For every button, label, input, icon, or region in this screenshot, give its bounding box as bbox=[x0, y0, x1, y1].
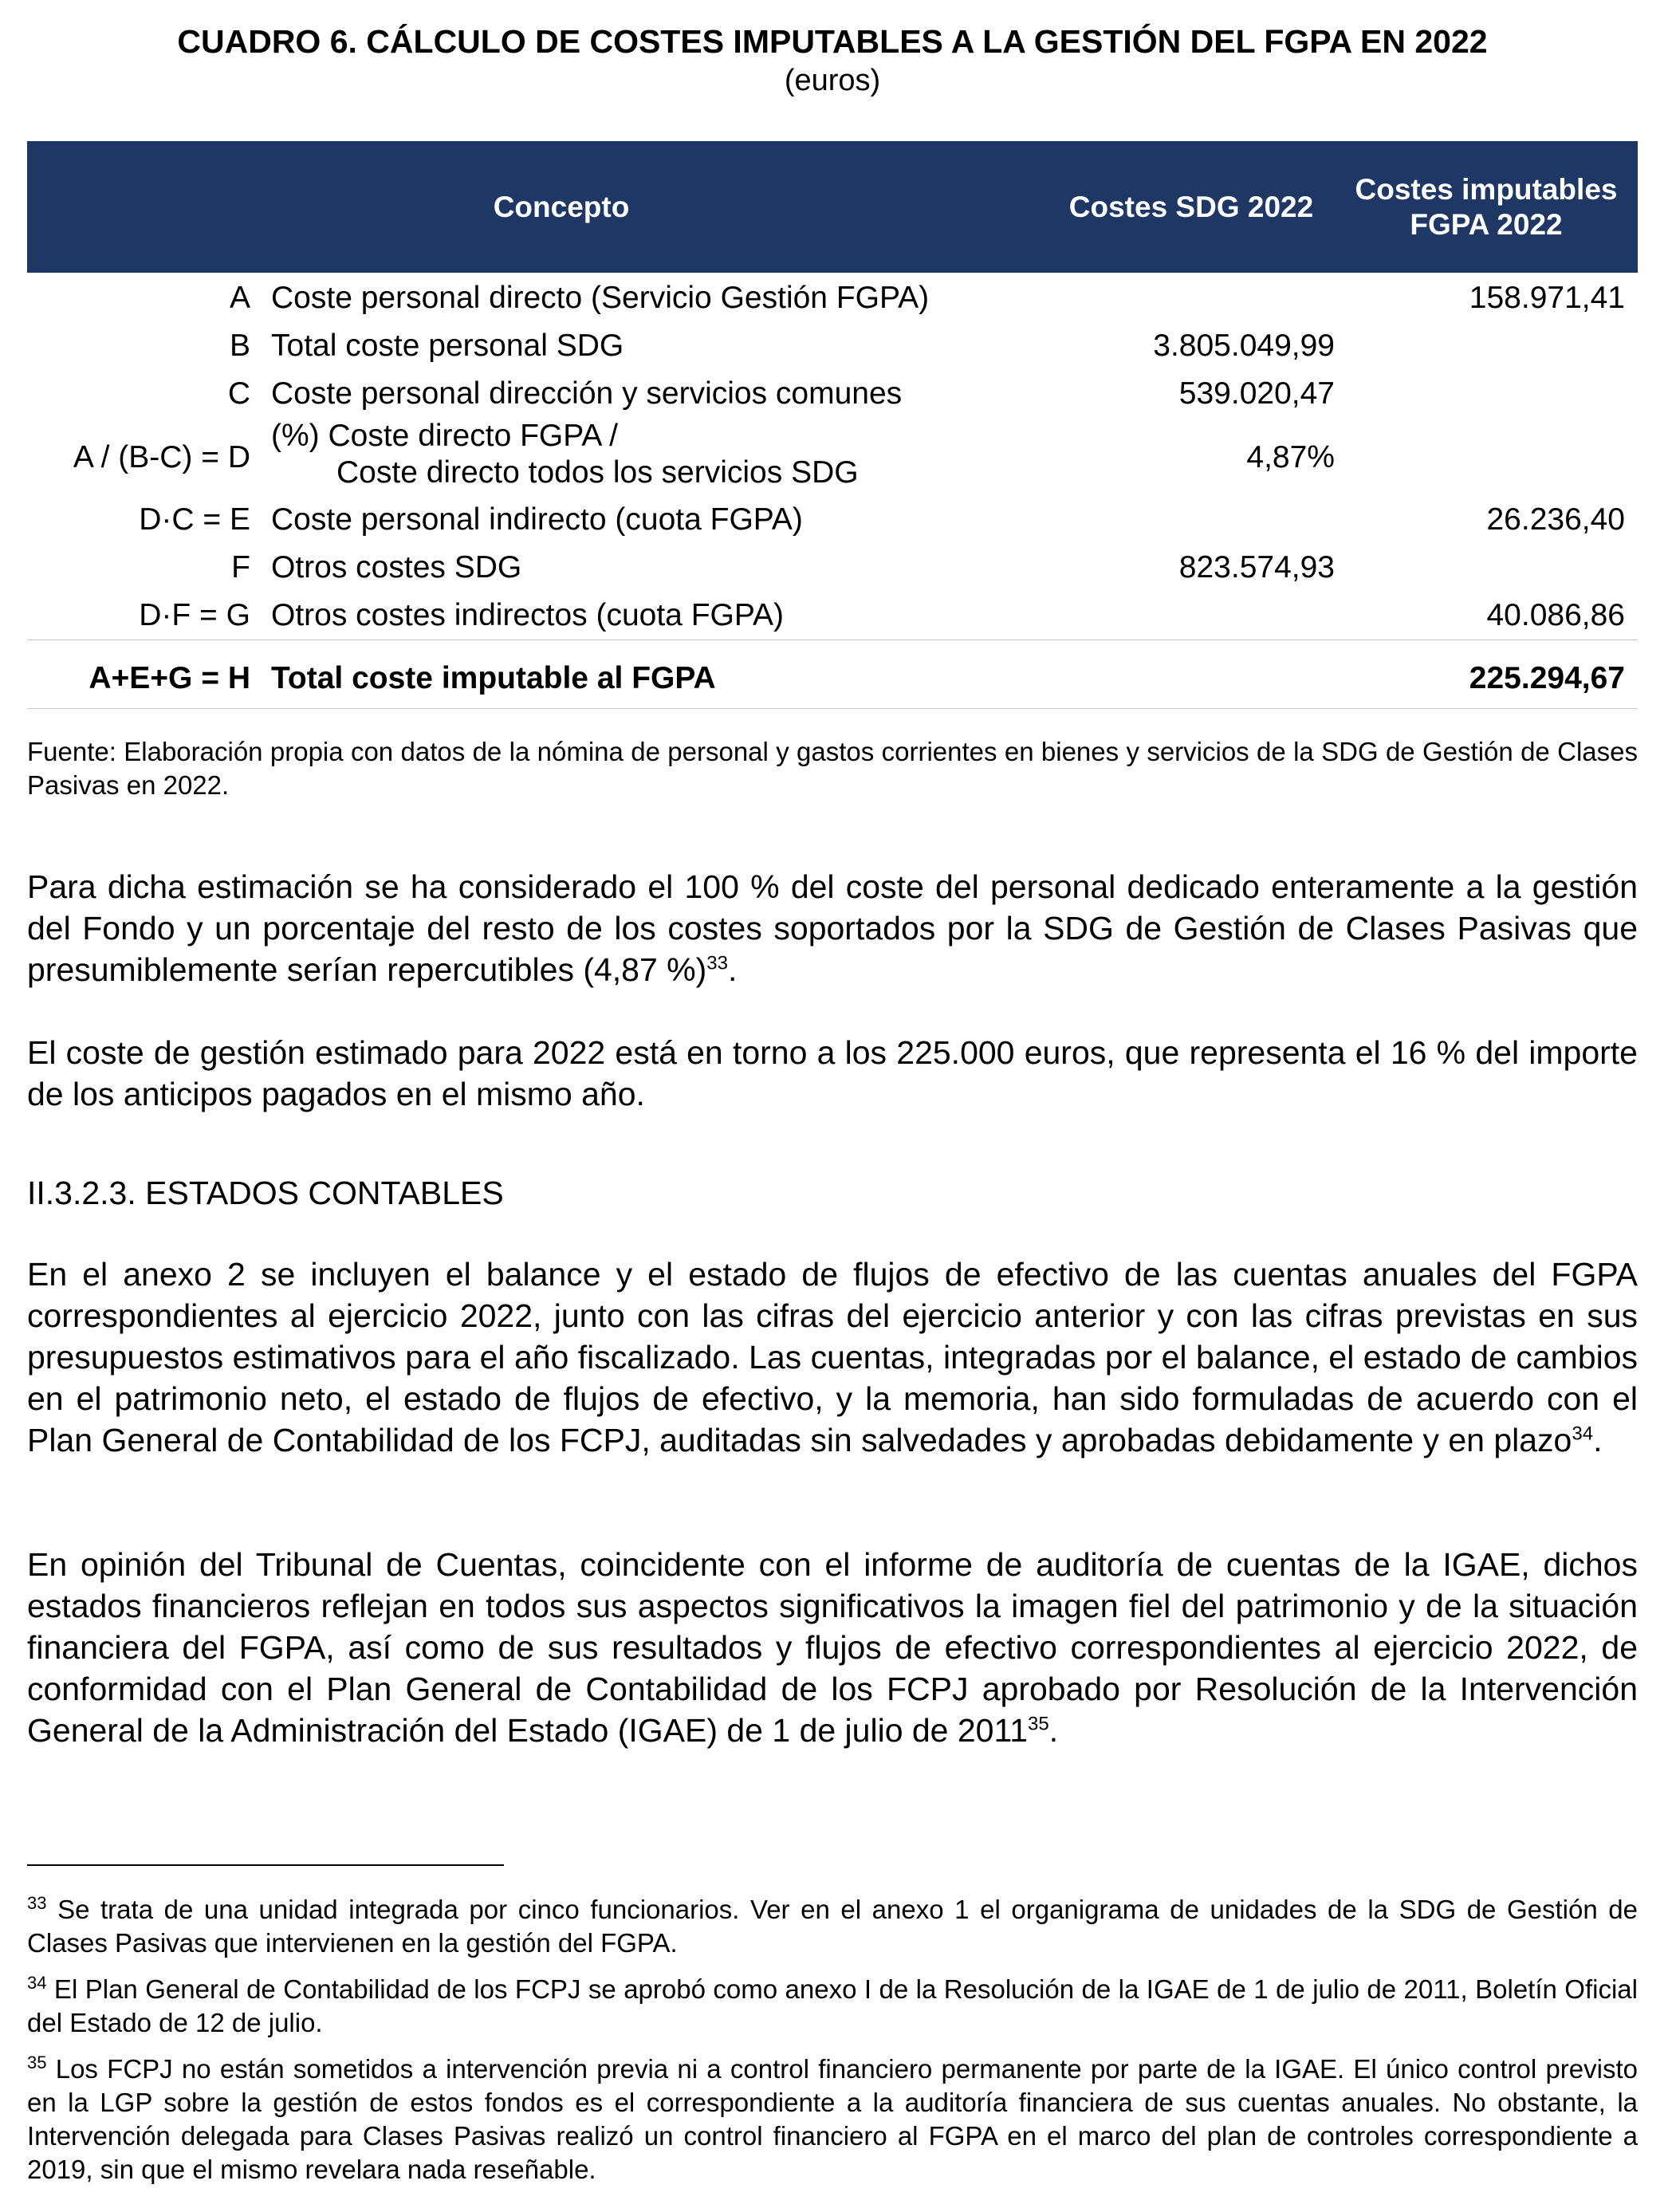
paragraph-end: . bbox=[728, 951, 738, 988]
header-costes-imputables-line1: Costes imputables bbox=[1355, 172, 1618, 206]
footnote-number: 35 bbox=[27, 2053, 47, 2072]
footnote-text: Los FCPJ no están sometidos a intervención previa ni a control financiero permanente por parte de la IGAE. El único control previsto en la LGP sobre la gestión de estos fondos es el correspondiente a la auditoría financiera de sus cuentas anuales. No obstante, la Intervención delegada para Clases Pasivas realizó un control financiero al FGPA en el marco del plan de controles correspondiente a 2019, sin que el mismo revelara nada reseñable. bbox=[27, 2054, 1638, 2184]
paragraph-coste-gestion: El coste de gestión estimado para 2022 está en torno a los 225.000 euros, que representa el 16 % del importe de los anticipos pagados en el mismo año. bbox=[27, 1034, 1638, 1112]
row-code: C bbox=[227, 376, 250, 411]
table-row bbox=[27, 274, 1638, 322]
row-label: Coste personal indirecto (cuota FGPA) bbox=[271, 502, 803, 537]
row-sdg-value: 539.020,47 bbox=[1178, 376, 1335, 411]
row-label bbox=[271, 418, 1148, 491]
row-label: Total coste personal SDG bbox=[271, 329, 624, 363]
header-costes-imputables-line2: FGPA 2022 bbox=[1410, 207, 1563, 241]
row-label-line2: Coste directo todos los servicios SDG bbox=[336, 455, 859, 490]
footnote-separator bbox=[27, 1864, 504, 1866]
row-imputable-value: 40.086,86 bbox=[1486, 598, 1625, 632]
paragraph-estimacion bbox=[27, 866, 1638, 990]
paragraph-text: En opinión del Tribunal de Cuentas, coincidente con el informe de auditoría de cuentas de la IGAE, dichos estados financieros reflejan en todos sus aspectos significativos la imagen fiel del patrimonio y de la situación financiera del FGPA, así como de sus resultados y flujos de efectivo correspondientes al ejercicio 2022, de conformidad con el Plan General de Contabilidad de los FCPJ aprobado por Resolución de la Intervención General de la Administración del Estado (IGAE) de 1 de julio de 2011 bbox=[27, 1546, 1638, 1749]
paragraph-anexo bbox=[27, 1254, 1638, 1461]
header-costes-imputables bbox=[1335, 141, 1638, 273]
footnote-ref[interactable]: 34 bbox=[1572, 1423, 1594, 1445]
footnote-number: 33 bbox=[27, 1893, 47, 1913]
section-heading: II.3.2.3. ESTADOS CONTABLES bbox=[27, 1175, 504, 1211]
row-label: Otros costes SDG bbox=[271, 550, 522, 584]
paragraph-end: . bbox=[1048, 1712, 1059, 1749]
table-bottom-rule bbox=[27, 708, 1638, 709]
table-source-note: Fuente: Elaboración propia con datos de la nómina de personal y gastos corrientes en bienes y servicios de la SDG de Gestión de Clases Pasivas en 2022. bbox=[27, 737, 1638, 800]
row-label: Coste personal dirección y servicios comunes bbox=[271, 376, 903, 411]
row-code: B bbox=[229, 329, 250, 363]
footnote-text: El Plan General de Contabilidad de los FCPJ se aprobó como anexo I de la Resolución de la IGAE de 1 de julio de 2011, Boletín Oficial del Estado de 12 de julio. bbox=[27, 1974, 1638, 2037]
row-imputable-value: 158.971,41 bbox=[1469, 281, 1625, 315]
row-sdg-value: 4,87% bbox=[1246, 440, 1335, 474]
table-row bbox=[27, 322, 1638, 370]
paragraph-end: . bbox=[1593, 1422, 1603, 1458]
total-imputable-value: 225.294,67 bbox=[1469, 661, 1625, 695]
table-row bbox=[27, 370, 1638, 418]
row-sdg-value: 823.574,93 bbox=[1178, 550, 1335, 584]
header-costes-sdg: Costes SDG 2022 bbox=[1068, 190, 1314, 223]
row-imputable-value: 26.236,40 bbox=[1486, 502, 1625, 537]
row-code: A bbox=[229, 281, 250, 315]
row-code: D·F = G bbox=[139, 598, 250, 632]
total-code: A+E+G = H bbox=[89, 661, 250, 695]
row-code: F bbox=[231, 550, 250, 584]
row-sdg-value: 3.805.049,99 bbox=[1153, 329, 1335, 363]
footnote-ref[interactable]: 33 bbox=[706, 952, 728, 974]
footnote-number: 34 bbox=[27, 1973, 47, 1993]
table-row bbox=[27, 418, 1638, 498]
footnote-35 bbox=[27, 2053, 1638, 2186]
table-row bbox=[27, 592, 1638, 640]
row-code: D·C = E bbox=[139, 502, 250, 537]
footnote-33 bbox=[27, 1893, 1638, 1960]
table-row bbox=[27, 496, 1638, 544]
paragraph-text: En el anexo 2 se incluyen el balance y el estado de flujos de efectivo de las cuentas anuales del FGPA correspondientes al ejercicio 2022, junto con las cifras del ejercicio anterior y con las cifras previstas en sus presupuestos estimativos para el año fiscalizado. Las cuentas, integradas por el balance, el estado de cambios en el patrimonio neto, el estado de flujos de efectivo, y la memoria, han sido formuladas de acuerdo con el Plan General de Contabilidad de los FCPJ, auditadas sin salvedades y aprobadas debidamente y en plazo bbox=[27, 1256, 1638, 1458]
total-label: Total coste imputable al FGPA bbox=[271, 661, 716, 695]
paragraph-opinion bbox=[27, 1544, 1638, 1751]
row-code: A / (B-C) = D bbox=[73, 440, 250, 474]
table-row bbox=[27, 544, 1638, 592]
footnote-34 bbox=[27, 1973, 1638, 2040]
row-label: Coste personal directo (Servicio Gestión FGPA) bbox=[271, 281, 930, 315]
footnote-ref[interactable]: 35 bbox=[1028, 1713, 1049, 1735]
table-title: CUADRO 6. CÁLCULO DE COSTES IMPUTABLES A LA GESTIÓN DEL FGPA EN 2022 bbox=[177, 23, 1488, 60]
paragraph-text: Para dicha estimación se ha considerado el 100 % del coste del personal dedicado enteramente a la gestión del Fondo y un porcentaje del resto de los costes soportados por la SDG de Gestión de Clases Pasivas que presumiblemente serían repercutibles (4,87 %) bbox=[27, 868, 1638, 988]
table-subtitle: (euros) bbox=[784, 64, 881, 97]
footnote-text: Se trata de una unidad integrada por cinco funcionarios. Ver en el anexo 1 el organigrama de unidades de la SDG de Gestión de Clases Pasivas que intervienen en la gestión del FGPA. bbox=[27, 1895, 1638, 1958]
header-concepto: Concepto bbox=[493, 190, 630, 223]
table-total-row bbox=[27, 652, 1638, 705]
row-label: Otros costes indirectos (cuota FGPA) bbox=[271, 598, 784, 632]
row-label-line1: (%) Coste directo FGPA / bbox=[271, 419, 618, 453]
table-header bbox=[27, 141, 1638, 273]
